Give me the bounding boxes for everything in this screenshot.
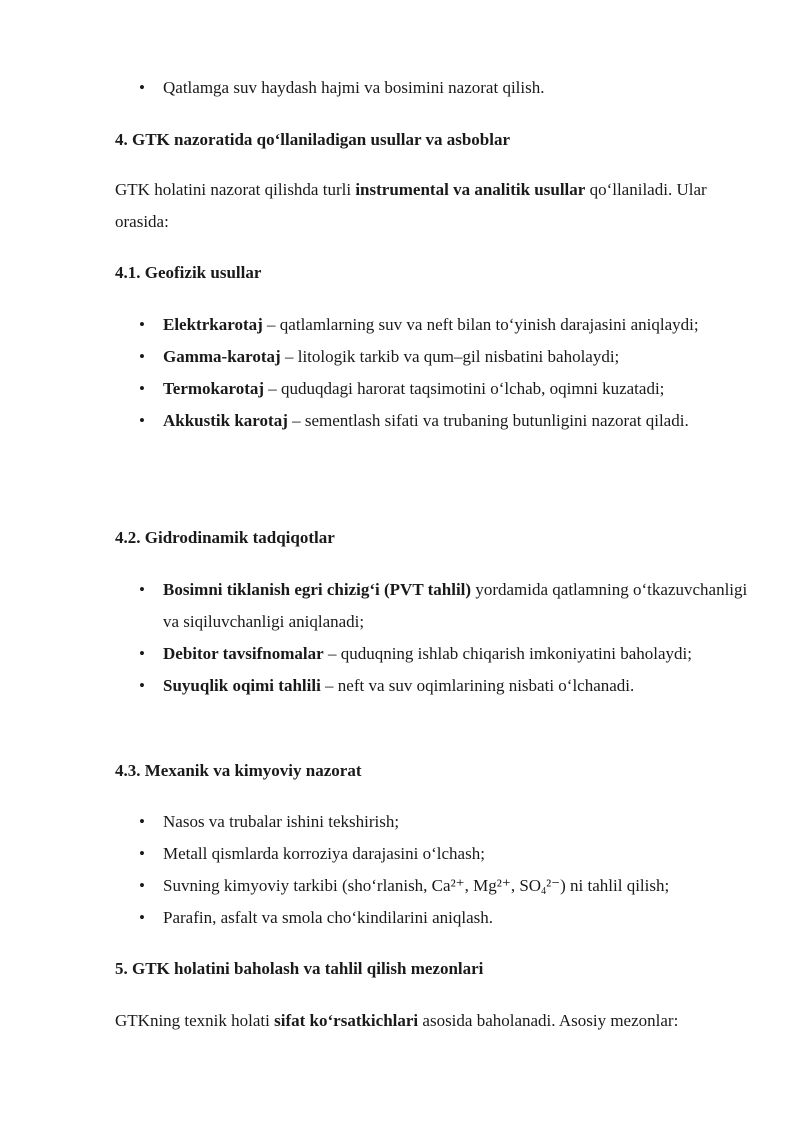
list-item: • Debitor tavsifnomalar – quduqning ishlab chiqarish imkoniyatini baholaydi; [163,638,748,670]
list-item: • Metall qismlarda korroziya darajasini o‘lchash; [163,838,748,870]
list-item: • Qatlamga suv haydash hajmi va bosimini nazorat qilish. [163,72,748,104]
list-item: • Parafin, asfalt va smola cho‘kindilarini aniqlash. [163,902,748,934]
section-4-2-heading: 4.2. Gidrodinamik tadqiqotlar [115,528,335,547]
bullet-list-geofizik [163,309,748,437]
bullet-list-mexanik [163,806,748,934]
section-5-heading: 5. GTK holatini baholash va tahlil qilish mezonlari [115,959,484,978]
list-item: • Gamma-karotaj – litologik tarkib va qum–gil nisbatini baholaydi; [163,341,748,373]
section-4-1-heading: 4.1. Geofizik usullar [115,263,262,282]
list-item: • Akkustik karotaj – sementlash sifati va trubaning butunligini nazorat qiladi. [163,405,748,437]
list-item: • Bosimni tiklanish egri chizig‘i (PVT tahlil) yordamida qatlamning o‘tkazuvchanligi va siqiluvchanligi aniqlanadi; [163,574,748,638]
bullet-list-gidrodinamik [163,574,748,702]
list-item: • Elektrkarotaj – qatlamlarning suv va neft bilan to‘yinish darajasini aniqlaydi; [163,309,748,341]
list-item: • Suvning kimyoviy tarkibi (sho‘rlanish, Ca²⁺, Mg²⁺, $SO_4^{2-}$) ni tahlil qilish; [163,870,748,902]
section-5-intro: GTKning texnik holati sifat ko‘rsatkichlari asosida baholanadi. Asosiy mezonlar: [115,1011,679,1030]
bullet-list-top [163,72,748,104]
section-4-intro: GTK holatini nazorat qilishda turli instrumental va analitik usullar qo‘llaniladi. Ular orasida: [115,180,707,231]
section-4-heading: 4. GTK nazoratida qo‘llaniladigan usullar va asboblar [115,130,511,149]
list-item: • Nasos va trubalar ishini tekshirish; [163,806,748,838]
list-item: • Suyuqlik oqimi tahlili – neft va suv oqimlarining nisbati o‘lchanadi. [163,670,748,702]
section-4-3-heading: 4.3. Mexanik va kimyoviy nazorat [115,761,362,780]
list-item: • Termokarotaj – quduqdagi harorat taqsimotini o‘lchab, oqimni kuzatadi; [163,373,748,405]
